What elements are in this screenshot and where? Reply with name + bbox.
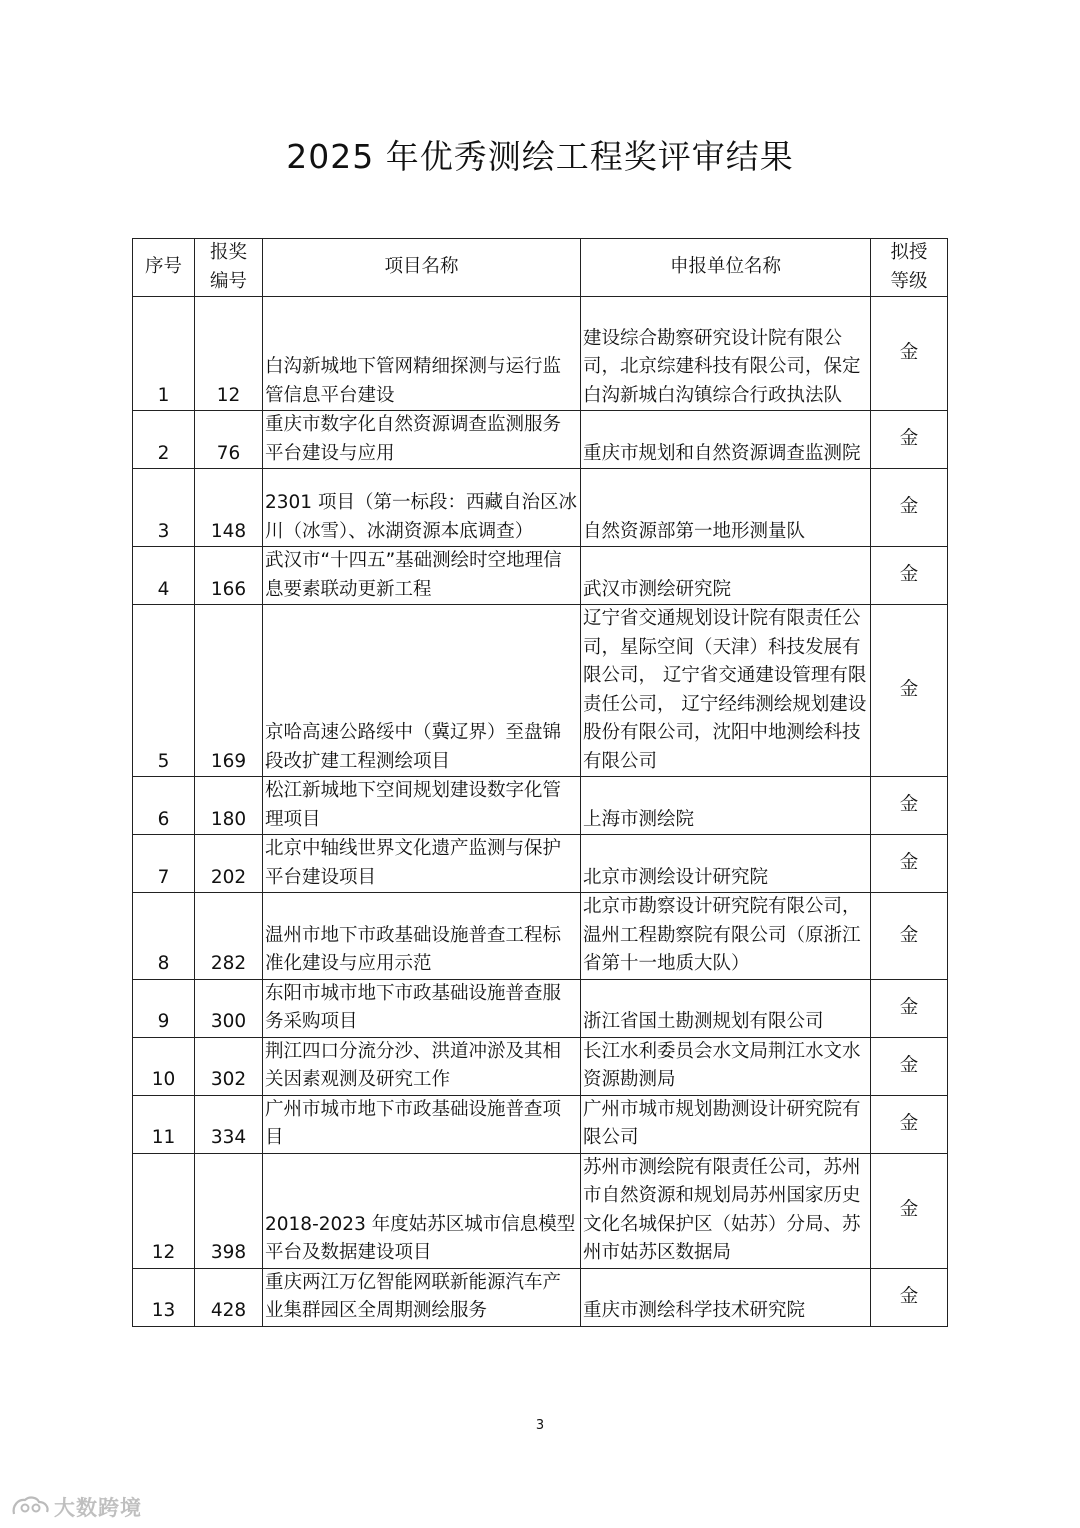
applicant-unit: 北京市测绘设计研究院 [581,835,871,893]
applicant-unit: 重庆市规划和自然资源调查监测院 [581,411,871,469]
row-number: 12 [133,1153,195,1268]
project-name: 重庆市数字化自然资源调查监测服务平台建设与应用 [263,411,581,469]
project-name: 荆江四口分流分沙、洪道冲淤及其相关因素观测及研究工作 [263,1037,581,1095]
document-title: 2025 年优秀测绘工程奖评审结果 [286,137,794,176]
award-grade: 金 [871,777,948,835]
award-code: 169 [195,605,263,777]
row-number: 7 [133,835,195,893]
award-code: 76 [195,411,263,469]
applicant-unit: 辽宁省交通规划设计院有限责任公司，星际空间（天津）科技发展有限公司， 辽宁省交通建设管理有限责任公司， 辽宁经纬测绘规划建设股份有限公司，沈阳中地测绘科技有限公司 [581,605,871,777]
award-grade: 金 [871,605,948,777]
table-row [133,1037,948,1095]
award-code: 302 [195,1037,263,1095]
table-row [133,893,948,980]
project-name: 北京中轴线世界文化遗产监测与保护平台建设项目 [263,835,581,893]
award-code: 12 [195,297,263,411]
award-code: 180 [195,777,263,835]
project-name: 2018-2023 年度姑苏区城市信息模型平台及数据建设项目 [263,1153,581,1268]
award-grade: 金 [871,1095,948,1153]
header-no: 序号 [133,239,195,297]
table-row [133,605,948,777]
results-table [132,238,948,1327]
award-code: 202 [195,835,263,893]
table-row [133,835,948,893]
project-name: 松江新城地下空间规划建设数字化管理项目 [263,777,581,835]
table-row [133,469,948,547]
page-number: 3 [535,1418,545,1433]
award-code: 148 [195,469,263,547]
project-name: 京哈高速公路绥中（冀辽界）至盘锦段改扩建工程测绘项目 [263,605,581,777]
award-code: 428 [195,1268,263,1326]
table-row [133,1095,948,1153]
award-grade: 金 [871,547,948,605]
header-unit: 申报单位名称 [581,239,871,297]
row-number: 5 [133,605,195,777]
header-grade-line1: 拟授 [890,242,928,263]
award-grade: 金 [871,297,948,411]
row-number: 4 [133,547,195,605]
award-grade: 金 [871,1153,948,1268]
award-grade: 金 [871,979,948,1037]
project-name: 广州市城市地下市政基础设施普查项目 [263,1095,581,1153]
applicant-unit: 武汉市测绘研究院 [581,547,871,605]
project-name: 白沟新城地下管网精细探测与运行监管信息平台建设 [263,297,581,411]
row-number: 9 [133,979,195,1037]
award-grade: 金 [871,469,948,547]
row-number: 1 [133,297,195,411]
award-code: 300 [195,979,263,1037]
project-name: 2301 项目（第一标段：西藏自治区冰川（冰雪）、冰湖资源本底调查） [263,469,581,547]
header-code-line1: 报奖 [209,242,247,263]
watermark-logo-icon [10,1494,52,1520]
row-number: 3 [133,469,195,547]
award-grade: 金 [871,1037,948,1095]
award-grade: 金 [871,1268,948,1326]
award-code: 166 [195,547,263,605]
award-code: 334 [195,1095,263,1153]
table-row [133,411,948,469]
applicant-unit: 自然资源部第一地形测量队 [581,469,871,547]
award-grade: 金 [871,411,948,469]
award-grade: 金 [871,835,948,893]
row-number: 10 [133,1037,195,1095]
header-grade [871,239,948,297]
award-grade: 金 [871,893,948,980]
row-number: 2 [133,411,195,469]
header-code [195,239,263,297]
table-row [133,1268,948,1326]
watermark-text: 大数跨境 [54,1496,142,1520]
header-grade-line2: 等级 [890,270,928,292]
award-code: 282 [195,893,263,980]
row-number: 13 [133,1268,195,1326]
header-project: 项目名称 [263,239,581,297]
table-row [133,297,948,411]
header-code-line2: 编号 [209,270,247,292]
applicant-unit: 广州市城市规划勘测设计研究院有限公司 [581,1095,871,1153]
table-row [133,547,948,605]
project-name: 武汉市“十四五”基础测绘时空地理信息要素联动更新工程 [263,547,581,605]
watermark [10,1492,142,1522]
project-name: 温州市地下市政基础设施普查工程标准化建设与应用示范 [263,893,581,980]
applicant-unit: 浙江省国土勘测规划有限公司 [581,979,871,1037]
award-code: 398 [195,1153,263,1268]
project-name: 东阳市城市地下市政基础设施普查服务采购项目 [263,979,581,1037]
row-number: 11 [133,1095,195,1153]
applicant-unit: 重庆市测绘科学技术研究院 [581,1268,871,1326]
applicant-unit: 北京市勘察设计研究院有限公司，温州工程勘察院有限公司（原浙江省第十一地质大队） [581,893,871,980]
row-number: 8 [133,893,195,980]
applicant-unit: 苏州市测绘院有限责任公司，苏州市自然资源和规划局苏州国家历史文化名城保护区（姑苏）分局、苏州市姑苏区数据局 [581,1153,871,1268]
applicant-unit: 长江水利委员会水文局荆江水文水资源勘测局 [581,1037,871,1095]
table-row [133,1153,948,1268]
project-name: 重庆两江万亿智能网联新能源汽车产业集群园区全周期测绘服务 [263,1268,581,1326]
table-row [133,777,948,835]
applicant-unit: 建设综合勘察研究设计院有限公司，北京综建科技有限公司，保定白沟新城白沟镇综合行政执法队 [581,297,871,411]
table-row [133,979,948,1037]
row-number: 6 [133,777,195,835]
applicant-unit: 上海市测绘院 [581,777,871,835]
